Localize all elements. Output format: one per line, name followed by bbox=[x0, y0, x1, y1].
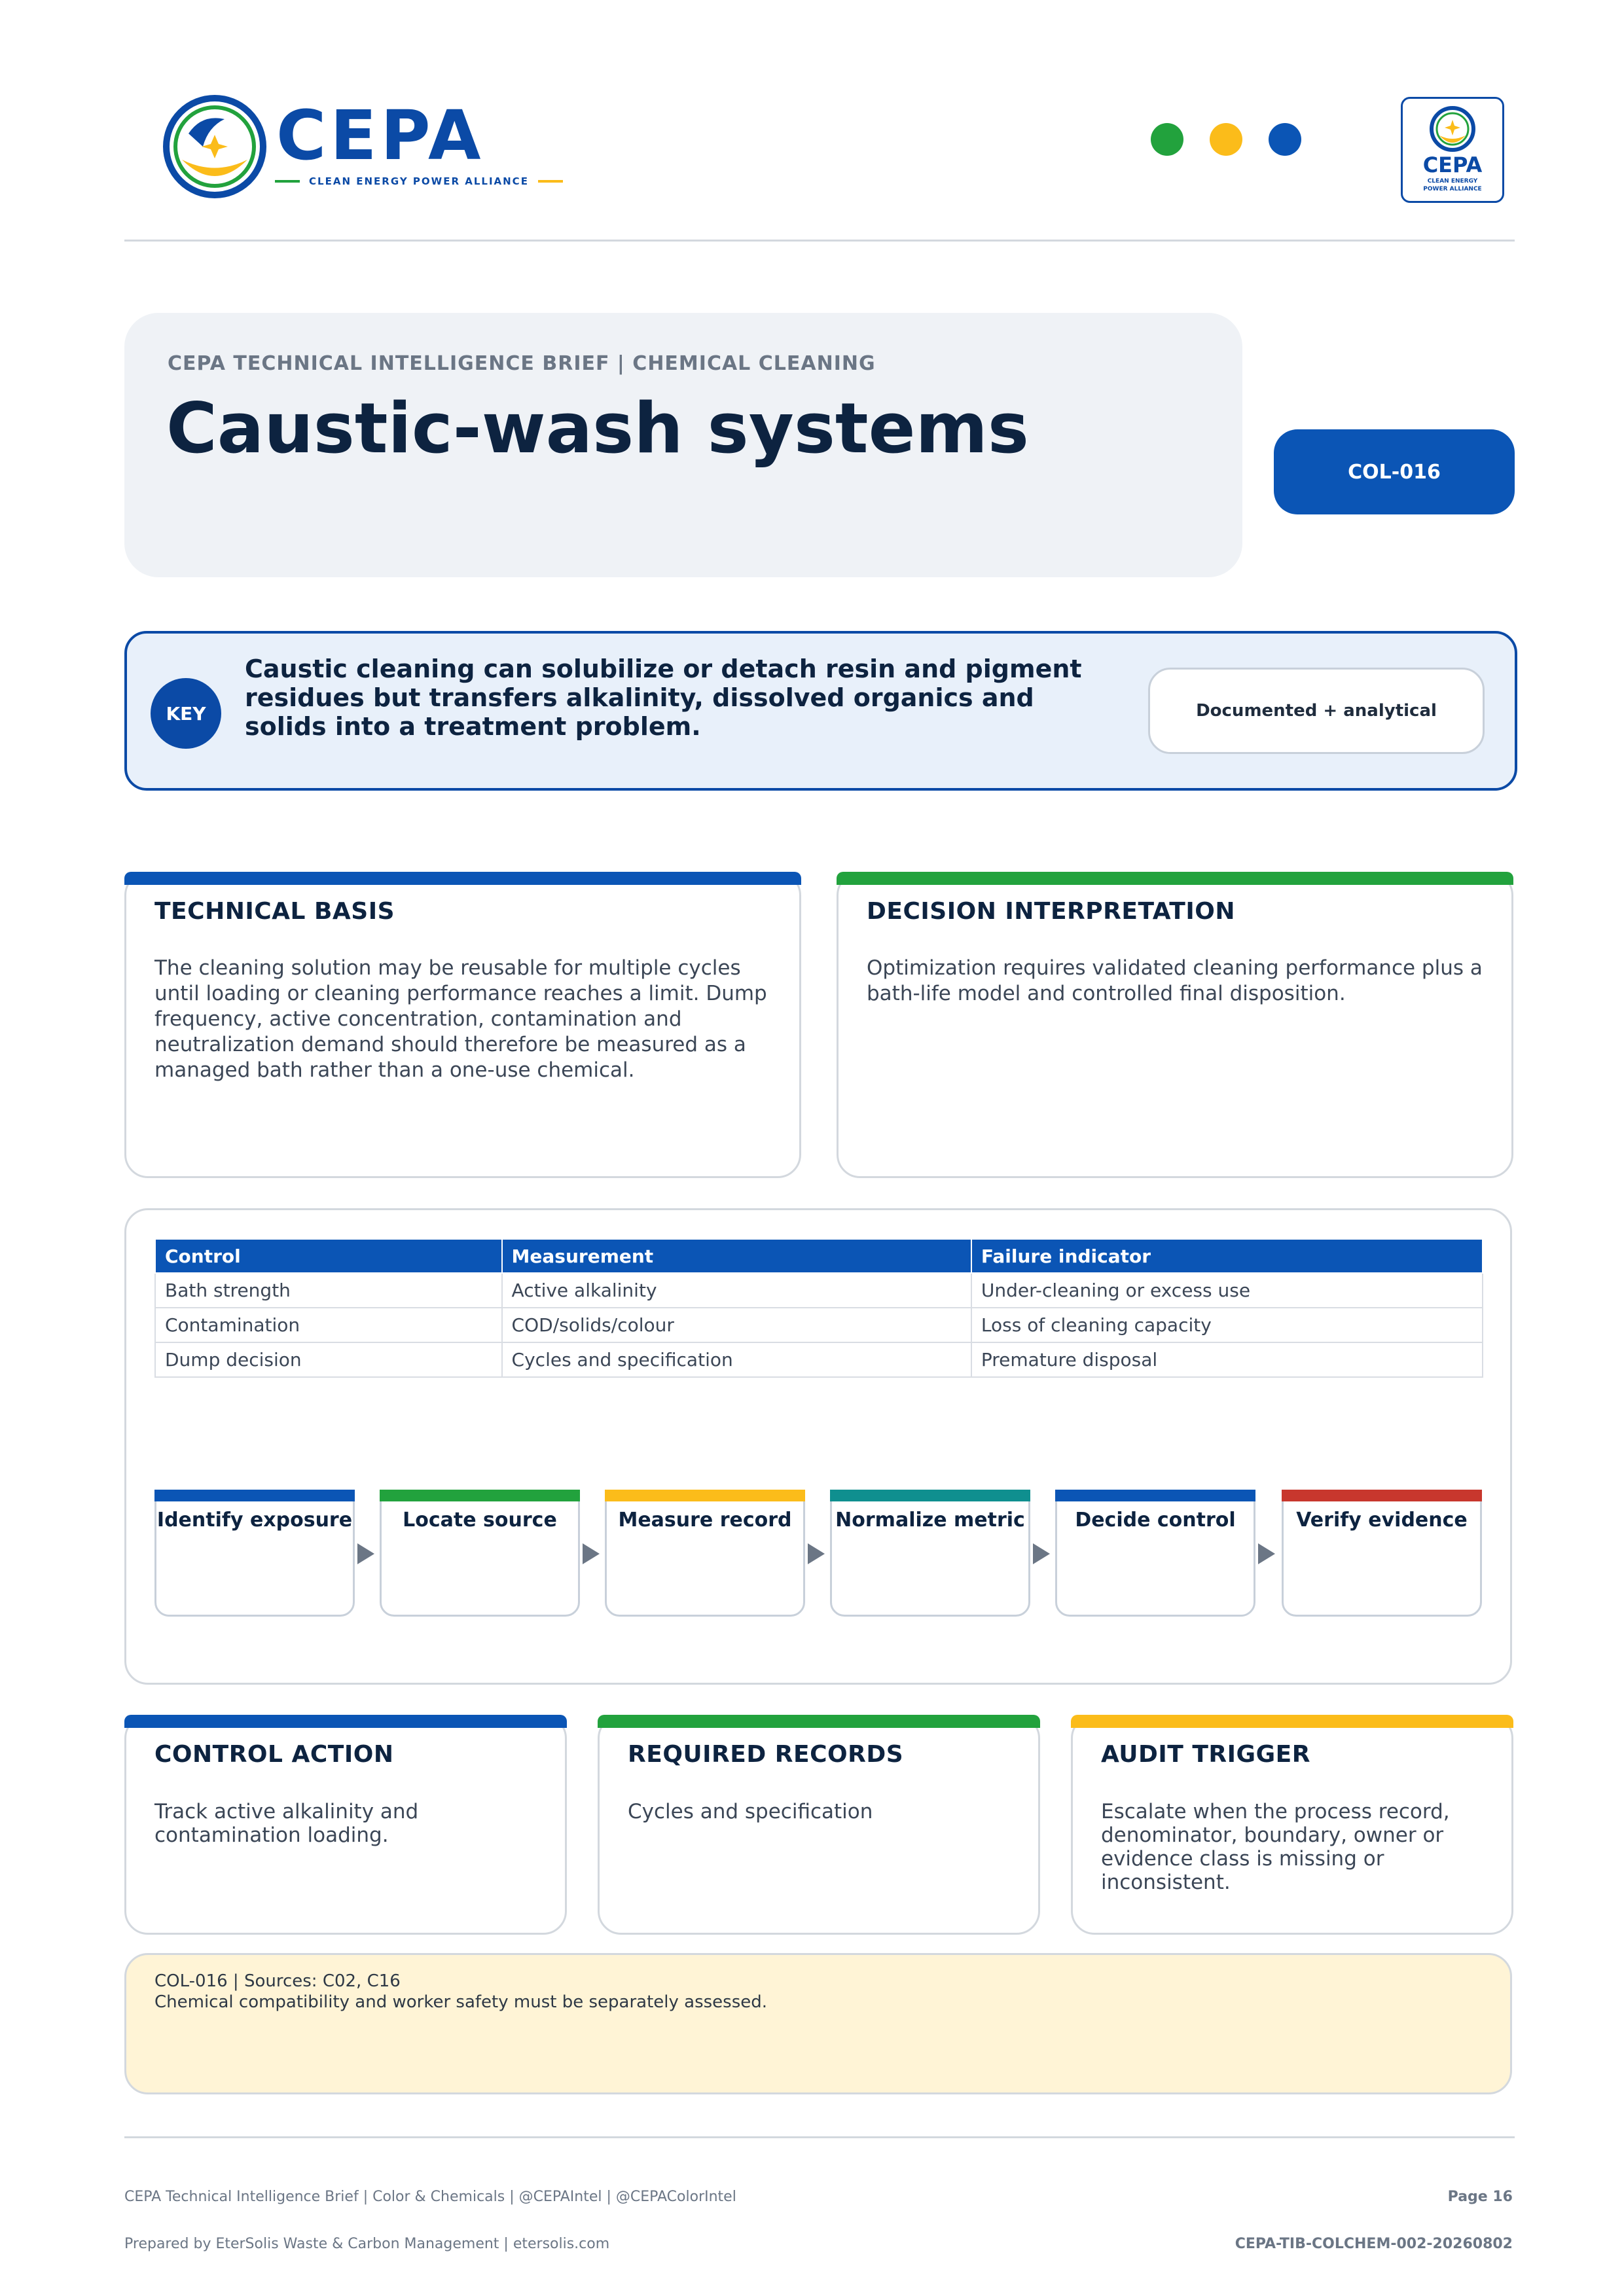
controls-table bbox=[154, 1238, 1483, 1378]
brand-wordmark: CEPA bbox=[276, 96, 485, 175]
cepa-badge-logo bbox=[1401, 97, 1504, 203]
audit-trigger-heading: AUDIT TRIGGER bbox=[1101, 1741, 1310, 1768]
technical-basis-body: The cleaning solution may be reusable for multiple cycles until loading or cleaning performance reaches a limit. Dump frequency, active concentration, contamination and neutralization demand should therefore be measured as a managed bath rather than a one-use chemical. bbox=[154, 956, 767, 1082]
technical-basis-accent bbox=[124, 872, 801, 885]
table-cell: Bath strength bbox=[155, 1273, 502, 1308]
footer-publication: CEPA Technical Intelligence Brief | Color & Chemicals | @CEPAIntel | @CEPAColorIntel bbox=[124, 2189, 736, 2205]
sources-line: COL-016 | Sources: C02, C16 bbox=[154, 1971, 401, 1991]
table-row bbox=[155, 1308, 1483, 1342]
step-measure-record bbox=[605, 1490, 805, 1617]
page-number: Page 16 bbox=[1447, 2189, 1513, 2205]
table-row bbox=[155, 1342, 1483, 1377]
step-identify-exposure bbox=[154, 1490, 355, 1617]
key-message: Caustic cleaning can solubilize or detach resin and pigment residues but transfers alkalinity, dissolved organics and solids into a treatment problem. bbox=[245, 655, 1082, 741]
step-label: Identify exposure bbox=[156, 1509, 353, 1532]
table-header-row bbox=[155, 1239, 1483, 1273]
table-cell: Premature disposal bbox=[971, 1342, 1483, 1377]
arrow-right-icon bbox=[1033, 1543, 1050, 1564]
audit-trigger-accent bbox=[1071, 1715, 1513, 1728]
step-accent bbox=[154, 1490, 355, 1501]
yellow-dot bbox=[1210, 123, 1242, 156]
step-accent bbox=[380, 1490, 580, 1501]
svg-text:POWER ALLIANCE: POWER ALLIANCE bbox=[1423, 186, 1482, 192]
audit-trigger-body: Escalate when the process record, denominator, boundary, owner or evidence class is missing or inconsistent. bbox=[1101, 1800, 1450, 1894]
step-accent bbox=[830, 1490, 1030, 1501]
safety-caveat: Chemical compatibility and worker safety must be separately assessed. bbox=[154, 1992, 768, 2012]
table-row bbox=[155, 1273, 1483, 1308]
table-cell: Under-cleaning or excess use bbox=[971, 1273, 1483, 1308]
svg-text:CEPA: CEPA bbox=[1422, 152, 1483, 177]
table-cell: Dump decision bbox=[155, 1342, 502, 1377]
page-title: Caustic-wash systems bbox=[166, 388, 1030, 469]
evidence-class-pill: Documented + analytical bbox=[1148, 668, 1485, 754]
column-header: Failure indicator bbox=[971, 1239, 1483, 1273]
arrow-right-icon bbox=[357, 1543, 374, 1564]
required-records-body: Cycles and specification bbox=[628, 1800, 873, 1823]
key-badge: KEY bbox=[151, 678, 221, 749]
table-cell: COD/solids/colour bbox=[502, 1308, 971, 1342]
step-normalize-metric bbox=[830, 1490, 1030, 1617]
cepa-badge-icon bbox=[1403, 99, 1502, 201]
required-records-accent bbox=[598, 1715, 1040, 1728]
brief-kicker: CEPA TECHNICAL INTELLIGENCE BRIEF | CHEMICAL CLEANING bbox=[168, 352, 876, 375]
cepa-emblem-icon bbox=[162, 94, 267, 199]
decision-body: Optimization requires validated cleaning performance plus a bath-life model and controlled final disposition. bbox=[867, 956, 1483, 1005]
brand-tagline: CLEAN ENERGY POWER ALLIANCE bbox=[275, 175, 563, 187]
table-cell: Loss of cleaning capacity bbox=[971, 1308, 1483, 1342]
header-divider bbox=[124, 240, 1515, 242]
step-verify-evidence bbox=[1282, 1490, 1482, 1617]
step-decide-control bbox=[1055, 1490, 1255, 1617]
step-accent bbox=[605, 1490, 805, 1501]
table-cell: Active alkalinity bbox=[502, 1273, 971, 1308]
step-accent bbox=[1055, 1490, 1255, 1501]
control-action-heading: CONTROL ACTION bbox=[154, 1741, 394, 1768]
step-label: Measure record bbox=[618, 1509, 792, 1532]
step-label: Normalize metric bbox=[835, 1509, 1025, 1532]
blue-dot bbox=[1269, 123, 1301, 156]
arrow-right-icon bbox=[808, 1543, 825, 1564]
table-cell: Cycles and specification bbox=[502, 1342, 971, 1377]
step-label: Locate source bbox=[403, 1509, 557, 1532]
step-accent bbox=[1282, 1490, 1482, 1501]
step-label: Verify evidence bbox=[1296, 1509, 1468, 1532]
column-header: Measurement bbox=[502, 1239, 971, 1273]
decision-accent bbox=[837, 872, 1513, 885]
green-dot bbox=[1151, 123, 1183, 156]
technical-basis-heading: TECHNICAL BASIS bbox=[154, 898, 395, 925]
step-label: Decide control bbox=[1075, 1509, 1236, 1532]
table-cell: Contamination bbox=[155, 1308, 502, 1342]
document-code-badge: COL-016 bbox=[1274, 429, 1515, 514]
arrow-right-icon bbox=[1258, 1543, 1275, 1564]
document-reference: CEPA-TIB-COLCHEM-002-20260802 bbox=[1235, 2236, 1513, 2252]
arrow-right-icon bbox=[583, 1543, 600, 1564]
decision-heading: DECISION INTERPRETATION bbox=[867, 898, 1235, 925]
svg-text:CLEAN ENERGY: CLEAN ENERGY bbox=[1427, 178, 1478, 185]
step-locate-source bbox=[380, 1490, 580, 1617]
footer-prepared-by: Prepared by EterSolis Waste & Carbon Management | etersolis.com bbox=[124, 2236, 610, 2252]
cepa-logo bbox=[162, 94, 562, 199]
footer-divider bbox=[124, 2136, 1515, 2138]
required-records-heading: REQUIRED RECORDS bbox=[628, 1741, 904, 1768]
control-action-accent bbox=[124, 1715, 567, 1728]
column-header: Control bbox=[155, 1239, 502, 1273]
control-action-body: Track active alkalinity and contamination loading. bbox=[154, 1800, 419, 1847]
